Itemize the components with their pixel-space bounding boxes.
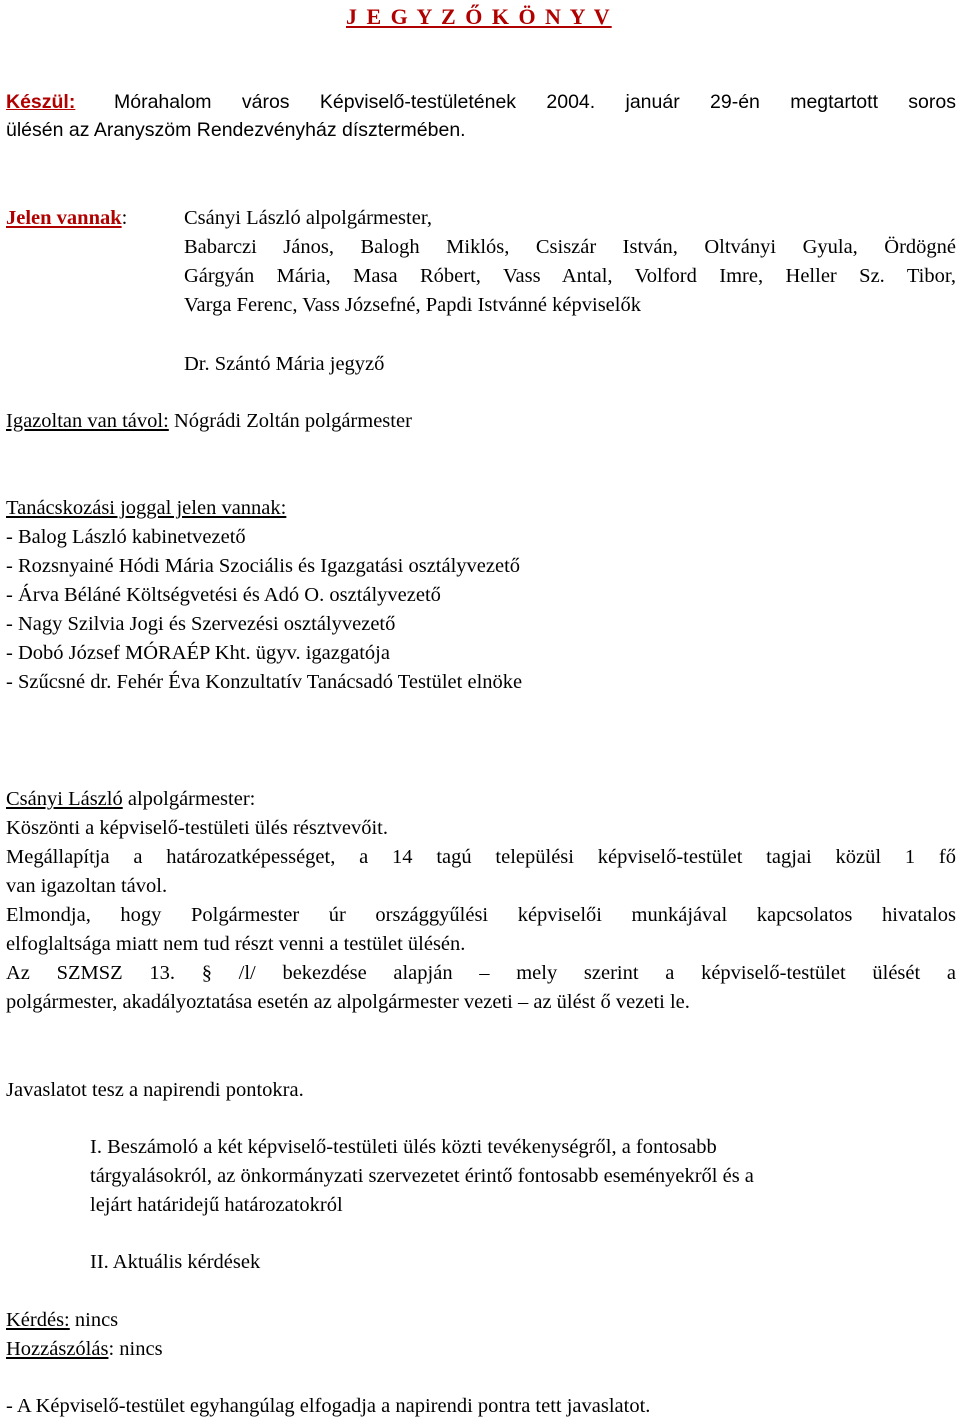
kerdes-value: nincs [69,1309,119,1331]
jelen-line-1: Csányi László alpolgármester, [184,207,432,229]
tavol-text: Nógrádi Zoltán polgármester [168,410,412,432]
hozzaszolas-value: : nincs [108,1338,163,1360]
keszul-text-1: Mórahalom város Képviselő-testületének 2004. január 29-én megtartott soros [114,91,956,113]
document-title: J E G Y Z Ő K Ö N Y V [346,4,612,29]
csanyi-heading [6,785,255,814]
csanyi-p2-line-1: Megállapítja a határozatképességet, a 14 tagú települési képviselő-testület tagjai közül 1 fő [6,846,956,868]
csanyi-p2-line-2: van igazoltan távol. [6,875,168,897]
tanacskozasi-item: - Rozsnyainé Hódi Mária Szociális és Igazgatási osztályvezető [6,555,521,577]
jelen-line-3: Gárgyán Mária, Masa Róbert, Vass Antal, Volford Imre, Heller Sz. Tibor, [184,265,956,287]
napirend-item-1-line-3: lejárt határidejű határozatokról [90,1194,343,1216]
tanacskozasi-item: - Dobó József MÓRAÉP Kht. ügyv. igazgatója [6,642,390,664]
tavol-label: Igazoltan van távol: [6,410,169,432]
tanacskozasi-label: Tanácskozási joggal jelen vannak: [6,497,287,519]
napirend-item-1-line-1: I. Beszámoló a két képviselő-testületi ülés közti tevékenységről, a fontosabb [90,1136,717,1158]
napirend-item-1-line-2: tárgyalásokról, az önkormányzati szervezetet érintő fontosabb eseményekről és a [90,1165,754,1187]
hozzaszolas-row [6,1335,163,1364]
csanyi-p1: Köszönti a képviselő-testületi ülés résztvevőit. [6,817,389,839]
csanyi-role: alpolgármester: [122,788,256,810]
jelen-label-row [6,204,127,233]
csanyi-p4-line-1: Az SZMSZ 13. § /l/ bekezdése alapján – mely szerint a képviselő-testület ülését a [6,962,956,984]
kerdes-label: Kérdés: [6,1309,70,1331]
napirend-item-2: II. Aktuális kérdések [90,1251,261,1273]
javaslat-line: Javaslatot tesz a napirendi pontokra. [6,1079,304,1101]
jelen-label: Jelen vannak [6,207,122,229]
tanacskozasi-item: - Balog László kabinetvezető [6,526,246,548]
kerdes-row [6,1306,118,1335]
hozzaszolas-label: Hozzászólás [6,1338,109,1360]
tavol-row [6,407,412,436]
csanyi-p3-line-2: elfoglaltsága miatt nem tud részt venni a testület ülésén. [6,933,466,955]
tanacskozasi-item: - Szűcsné dr. Fehér Éva Konzultatív Tanácsadó Testület elnöke [6,671,523,693]
jelen-colon: : [121,207,128,229]
jelen-line-2: Babarczi János, Balogh Miklós, Csiszár István, Oltványi Gyula, Ördögné [184,236,956,258]
keszul-text-2: ülésén az Aranyszöm Rendezvényház dísztermében. [6,119,466,141]
tanacskozasi-item: - Nagy Szilvia Jogi és Szervezési osztályvezető [6,613,396,635]
jelen-line-4: Varga Ferenc, Vass Józsefné, Papdi Istvánné képviselők [184,294,641,316]
final-decision: - A Képviselő-testület egyhangúlag elfogadja a napirendi pontra tett javaslatot. [6,1395,651,1417]
tanacskozasi-item: - Árva Béláné Költségvetési és Adó O. osztályvezető [6,584,441,606]
keszul-label: Készül: [6,91,76,113]
jegyzo-line: Dr. Szántó Mária jegyző [184,353,385,375]
csanyi-p3-line-1: Elmondja, hogy Polgármester úr országgyűlési képviselői munkájával kapcsolatos hivatalos [6,904,956,926]
csanyi-name: Csányi László [6,788,123,810]
csanyi-p4-line-2: polgármester, akadályoztatása esetén az alpolgármester vezeti – az ülést ő vezeti le. [6,991,690,1013]
